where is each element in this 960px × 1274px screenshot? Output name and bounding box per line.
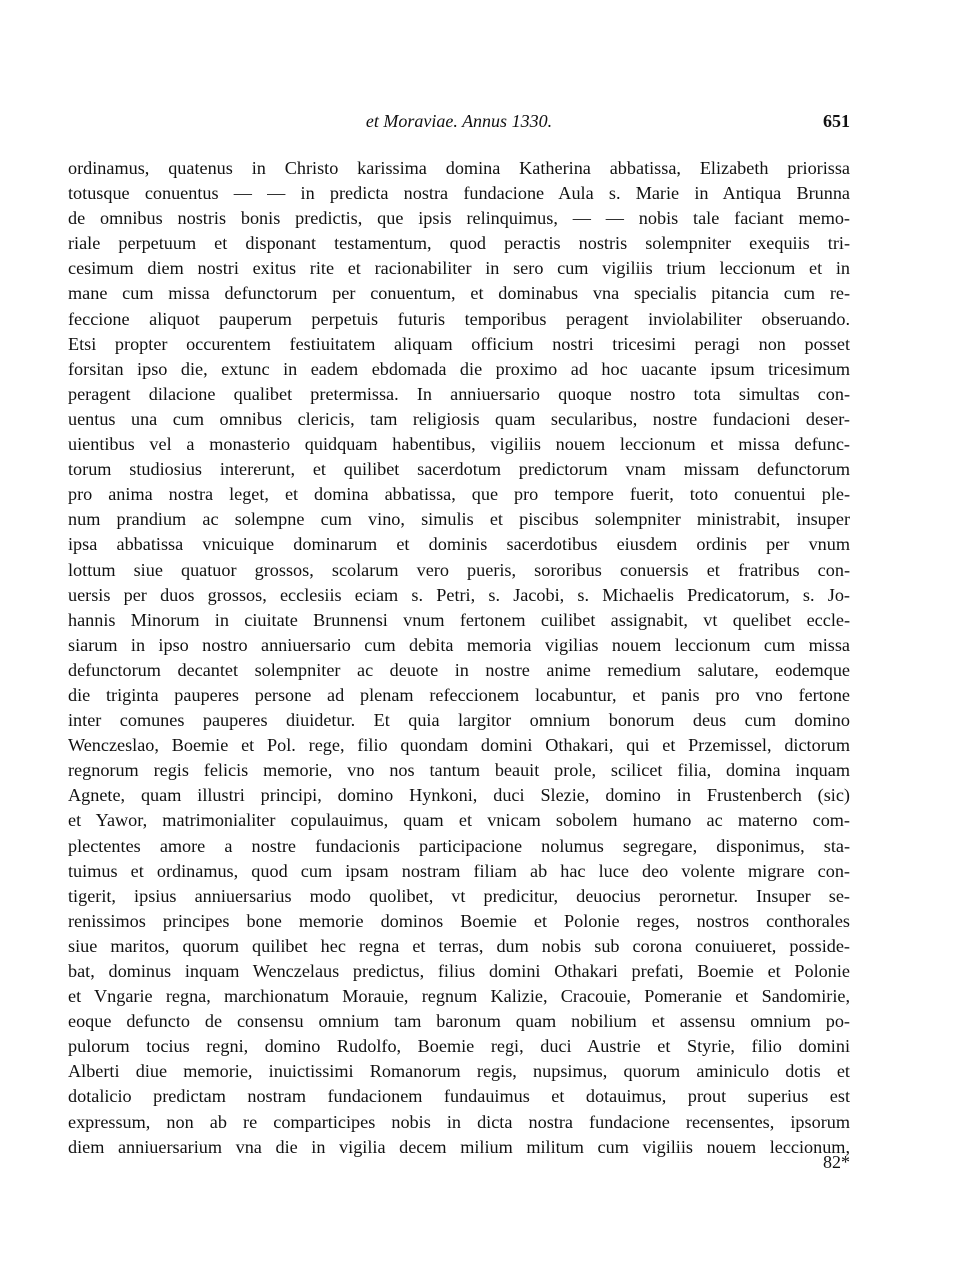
text-line: hannis Minorum in ciuitate Brunnensi vnum fertonem cuilibet assignabit, vt quelibet eccle- xyxy=(68,609,850,630)
text-line: Wenczeslao, Boemie et Pol. rege, filio quondam domini Othakari, qui et Przemissel, dictorum xyxy=(68,735,850,756)
text-line: pulorum tocius regni, domino Rudolfo, Boemie regi, duci Austrie et Styrie, filio domini xyxy=(68,1036,850,1057)
text-line: expressum, non ab re comparticipes nobis in dicta nostra fundacione recensentes, ipsorum xyxy=(68,1111,850,1132)
text-line: et Yawor, matrimonialiter copulauimus, quam et vnicam sobolem humano ac materno com- xyxy=(68,810,850,831)
text-line: siarum in ipso nostro anniuersario cum debita memoria vigilias nouem leccionum cum missa xyxy=(68,634,850,655)
text-line: inter comunes pauperes diuidetur. Et quia largitor omnium bonorum deus cum domino xyxy=(68,710,850,731)
text-line: diem anniuersarium vna die in vigilia decem milium militum cum vigiliis nouem leccionum, xyxy=(68,1136,850,1157)
text-line: mane cum missa defunctorum per conuentum, et dominabus vna specialis pitancia cum re- xyxy=(68,283,850,304)
text-line: ipsa abbatissa vnicuique dominarum et dominis sacerdotibus eiusdem ordinis per vnum xyxy=(68,534,850,555)
text-line: uientibus vel a monasterio quidquam habentibus, vigiliis nouem leccionum et missa defunc- xyxy=(68,434,850,455)
text-line: riale perpetuum et disponant testamentum, quod peractis nostris solempniter exequiis tri- xyxy=(68,233,850,254)
page-header xyxy=(68,108,850,134)
text-line: Agnete, quam illustri principi, domino Hynkoni, duci Slezie, domino in Frustenberch (sic) xyxy=(68,785,850,806)
text-line: peragent dilacione qualibet pretermissa. In anniuersario quoque nostro tota simultas con- xyxy=(68,383,850,404)
text-line: uersis per duos grossos, ecclesiis eciam s. Petri, s. Jacobi, s. Michaelis Predicatorum, s. Jo- xyxy=(68,584,850,605)
text-line: ordinamus, quatenus in Christo karissima domina Katherina abbatissa, Elizabeth priorissa xyxy=(68,158,850,178)
text-line: defunctorum decantet solempniter ac deuote in nostre anime remedium salutare, eodemque xyxy=(68,659,850,680)
text-line: num prandium ac solempne cum vino, simulis et piscibus solempniter ministrabit, insuper xyxy=(68,509,850,530)
text-line: Alberti diue memorie, inuictissimi Romanorum regis, nupsimus, quorum aminiculo dotis et xyxy=(68,1061,850,1082)
body-text xyxy=(68,156,850,1160)
text-line: eoque defuncto de consensu omnium tam baronum quam nobilium et assensu omnium po- xyxy=(68,1011,850,1032)
text-line: feccione aliquot pauperum perpetuis futuris temporibus peragent inviolabiliter obseruando. xyxy=(68,308,850,329)
text-line: et Vngarie regna, marchionatum Morauie, regnum Kalizie, Cracouie, Pomeranie et Sandomirie, xyxy=(68,986,850,1007)
text-line: lottum siue quatuor grossos, scolarum vero pueris, sororibus conuersis et fratribus con- xyxy=(68,559,850,580)
running-head: et Moraviae. Annus 1330. xyxy=(365,111,553,131)
text-line: renissimos principes bone memorie dominos Boemie et Polonie reges, nostros conthorales xyxy=(68,910,850,931)
text-line: dotalicio predictam nostram fundacionem fundauimus et dotauimus, prout superius est xyxy=(68,1086,850,1107)
text-line: siue maritos, quorum quilibet hec regna et terras, dum nobis sub corona conuiueret, posside- xyxy=(68,935,850,956)
text-line: regnorum regis felicis memorie, vno nos tantum beauit prole, scilicet filia, domina inquam xyxy=(68,760,850,781)
text-line: cesimum diem nostri exitus rite et racionabiliter in sero cum vigiliis trium leccionum et in xyxy=(68,258,850,279)
text-line: bat, dominus inquam Wenczelaus predictus, filius domini Othakari prefati, Boemie et Polonie xyxy=(68,961,850,981)
text-line: torum studiosius intererunt, et quilibet sacerdotum predictorum vnam missam defunctorum xyxy=(68,459,850,480)
text-line: tigerit, ipsius anniuersarius modo quolibet, vt predicitur, deuocius perornetur. Insuper se- xyxy=(68,885,850,906)
text-line: plectentes amore a nostre fundacionis participacione nolumus segregare, disponimus, sta- xyxy=(68,835,850,856)
text-line: tuimus et ordinamus, quod cum ipsam nostram filiam ab hac luce deo volente migrare con- xyxy=(68,860,850,881)
text-line: uentus una cum omnibus clericis, tam religiosis quam secularibus, nostre fundacioni deser- xyxy=(68,408,850,429)
text-line: forsitan ipso die, extunc in eadem ebdomada die proximo ad hoc uacante ipsum tricesimum xyxy=(68,358,850,379)
page-number: 651 xyxy=(823,111,850,131)
text-line: Etsi propter occurentem festiuitatem aliquam officium nostri tricesimi peragi non posset xyxy=(68,333,850,354)
text-line: de omnibus nostris bonis predictis, que ipsis relinquimus, — — nobis tale faciant memo- xyxy=(68,208,850,229)
text-line: totusque conuentus — — in predicta nostra fundacione Aula s. Marie in Antiqua Brunna xyxy=(68,183,850,204)
text-line: pro anima nostra leget, et domina abbatissa, que pro tempore fuerit, toto conuentui ple- xyxy=(68,484,850,505)
signature-mark: 82* xyxy=(823,1152,850,1172)
text-line: die triginta pauperes persone ad plenam refeccionem locabuntur, et panis pro vno fertone xyxy=(68,684,850,705)
